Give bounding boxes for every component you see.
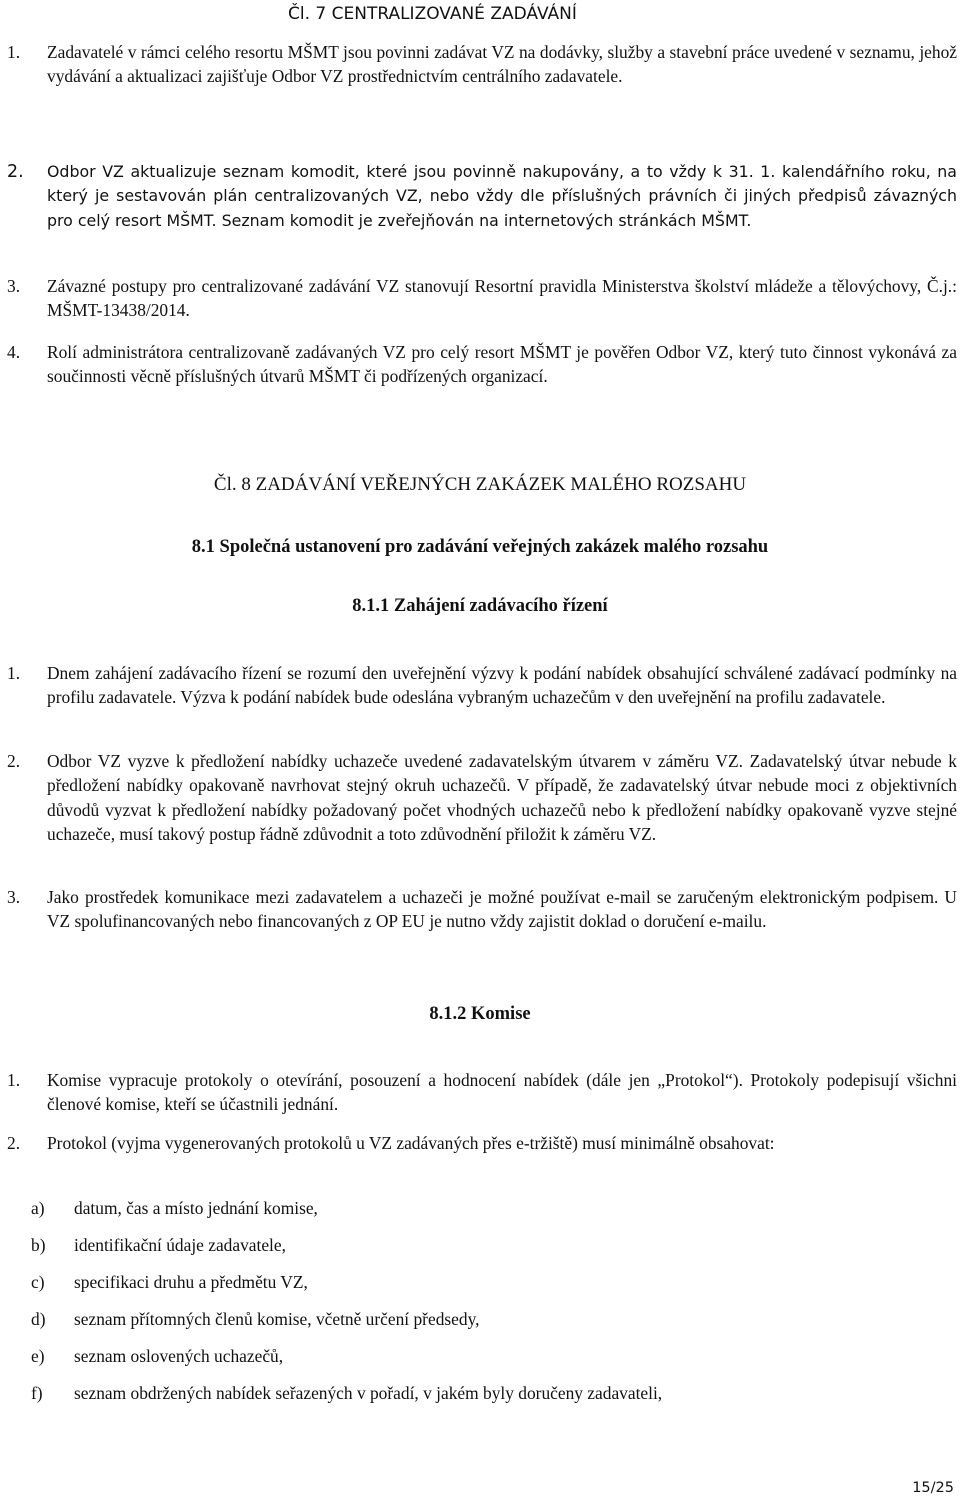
subsection-title-8-1-2: 8.1.2 Komise — [429, 1004, 531, 1024]
subsection-title-8-1-1: 8.1.1 Zahájení zadávacího řízení — [352, 596, 608, 616]
item-number: 2. — [7, 751, 21, 771]
item-number: 3. — [7, 887, 21, 907]
item-letter: a) — [31, 1198, 45, 1218]
item-number: 1. — [7, 663, 21, 683]
item-letter: e) — [31, 1346, 45, 1366]
section-title: 8.1 Společná ustanovení pro zadávání veřejných zakázek malého rozsahu — [191, 537, 769, 557]
item-text: Odbor VZ aktualizuje seznam komodit, které jsou povinně nakupovány, a to vždy k 31. 1. kalendářního roku, na který je sestavován plán centralizovaných VZ, nebo vždy dle příslušných právních či jiných předpisů závazných pro celý resort MŠMT. Seznam komodit je zveřejňován na internetových stránkách MŠMT. — [47, 162, 957, 230]
item-number: 2. — [7, 1133, 21, 1153]
chapter-8-title: Čl. 8 ZADÁVÁNÍ VEŘEJNÝCH ZAKÁZEK MALÉHO ROZSAHU — [213, 474, 747, 495]
item-text: Odbor VZ vyzve k předložení nabídky uchazeče uvedené zadavatelským útvarem v záměru VZ. Zadavatelský útvar nebude k předložení nabídky opakovaně navrhovat stejný okruh uchazečů. V případě, že zadavatelský útvar nebude moci z objektivních důvodů vyzvat k předložení nabídky požadovaný počet vhodných uchazečů nebo k předložení nabídky opakovaně vyzve stejné uchazeče, musí takový postup řádně zdůvodnit a toto zdůvodnění přiložit k záměru VZ. — [47, 751, 957, 845]
item-text: Zadavatelé v rámci celého resortu MŠMT jsou povinni zadávat VZ na dodávky, služby a stavební práce uvedené v seznamu, jehož vydávání a aktualizaci zajišťuje Odbor VZ prostřednictvím centrálního zadavatele. — [47, 42, 957, 87]
item-letter: d) — [31, 1309, 46, 1329]
item-text: seznam obdržených nabídek seřazených v pořadí, v jakém byly doručeny zadavateli, — [74, 1383, 663, 1403]
item-number: 1. — [7, 1070, 21, 1090]
item-text: Jako prostředek komunikace mezi zadavatelem a uchazeči je možné používat e-mail se zaručeným elektronickým podpisem. U VZ spolufinancovaných nebo financovaných z OP EU je nutno vždy zajistit doklad o doručení e-mailu. — [47, 887, 957, 932]
item-text: datum, čas a místo jednání komise, — [74, 1198, 318, 1218]
item-text: Dnem zahájení zadávacího řízení se rozumí den uveřejnění výzvy k podání nabídek obsahující schválené zadávací podmínky na profilu zadavatele. Výzva k podání nabídek bude odeslána vybraným uchazečům v den uveřejnění na profilu zadavatele. — [47, 663, 957, 708]
item-text: Komise vypracuje protokoly o otevírání, posouzení a hodnocení nabídek (dále jen „Protokol“). Protokoly podepisují všichni členové komise, kteří se účastnili jednání. — [47, 1070, 957, 1115]
item-text: Závazné postupy pro centralizované zadávání VZ stanovují Resortní pravidla Ministerstva školství mládeže a tělovýchovy, Č.j.: MŠMT-13438/2014. — [47, 276, 957, 321]
item-text: Rolí administrátora centralizovaně zadávaných VZ pro celý resort MŠMT je pověřen Odbor VZ, který tuto činnost vykonává za součinnosti věcně příslušných útvarů MŠMT či podřízených organizací. — [47, 342, 957, 387]
item-letter: b) — [31, 1235, 46, 1255]
item-number: 4. — [7, 342, 21, 362]
item-text: seznam přítomných členů komise, včetně určení předsedy, — [74, 1309, 480, 1329]
item-text: identifikační údaje zadavatele, — [74, 1235, 286, 1255]
item-letter: f) — [31, 1383, 43, 1403]
item-text: specifikaci druhu a předmětu VZ, — [74, 1272, 308, 1292]
item-text: seznam oslovených uchazečů, — [74, 1346, 284, 1366]
item-number: 2. — [7, 162, 24, 182]
page-number: 15/25 — [912, 1480, 954, 1496]
item-number: 3. — [7, 276, 21, 296]
item-letter: c) — [31, 1272, 45, 1292]
item-text: Protokol (vyjma vygenerovaných protokolů u VZ zadávaných přes e-tržiště) musí minimálně obsahovat: — [47, 1133, 775, 1153]
chapter-7-title: Čl. 7 CENTRALIZOVANÉ ZADÁVÁNÍ — [288, 4, 577, 24]
item-number: 1. — [7, 42, 21, 62]
